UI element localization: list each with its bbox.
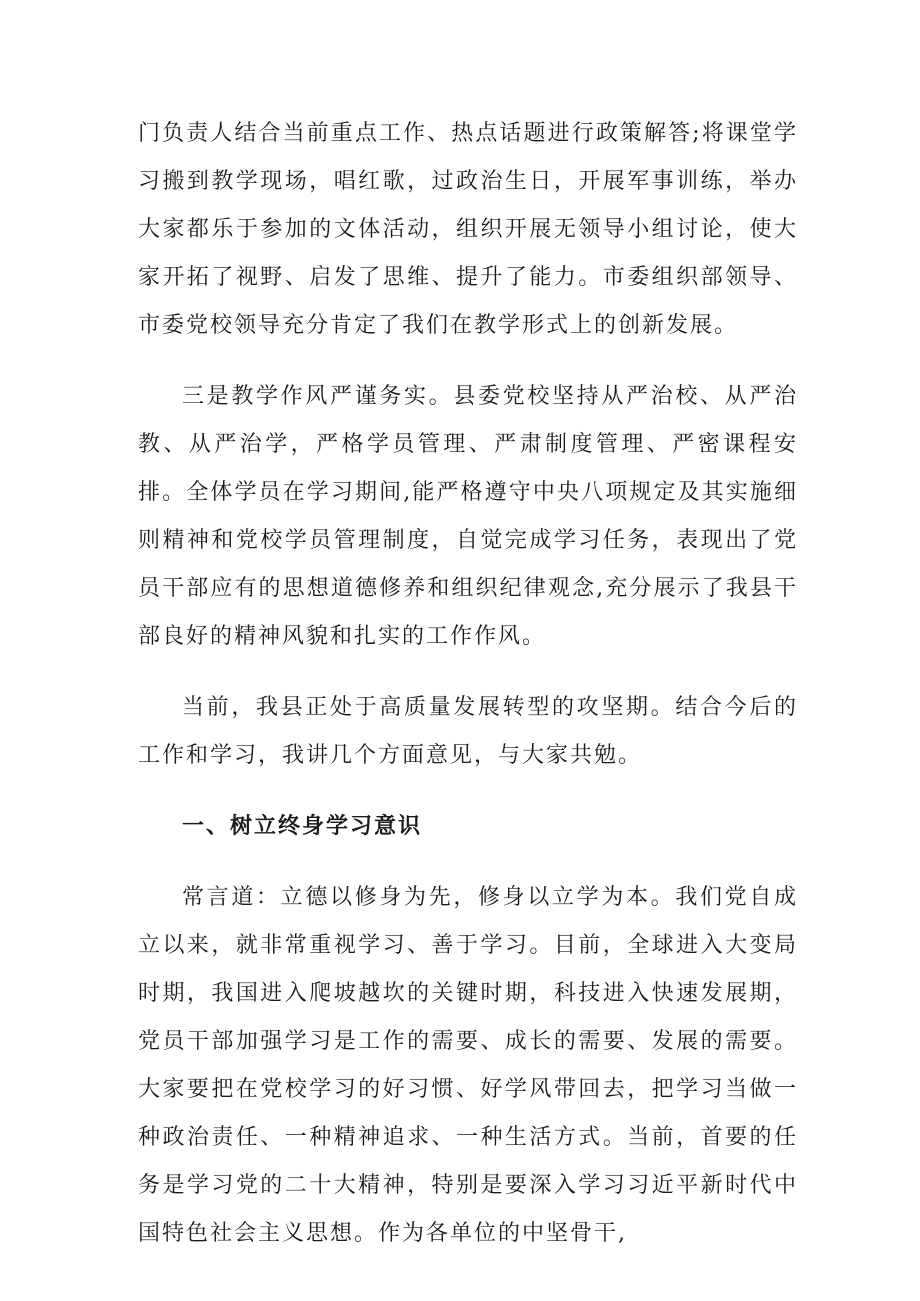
paragraph-continuation: 门负责人结合当前重点工作、热点话题进行政策解答;将课堂学习搬到教学现场，唱红歌，过政治生日，开展军事训练，举办大家都乐于参加的文体活动，组织开展无领导小组讨论，使大家开拓了视野、启发了思维、提升了能力。市委组织部领导、市委党校领导充分肯定了我们在教学形式上的创新发展。 [138,121,798,338]
paragraph-lifelong-learning: 常言道：立德以修身为先，修身以立学为本。我们党自成立以来，就非常重视学习、善于学习。目前，全球进入大变局时期，我国进入爬坡越坎的关键时期，科技进入快速发展期，党员干部加强学习是工作的需要、成长的需要、发展的需要。大家要把在党校学习的好习惯、好学风带回去，把学习当做一种政治责任、一种精神追求、一种生活方式。当前，首要的任务是学习党的二十大精神，特别是要深入学习习近平新时代中国特色社会主义思想。作为各单位的中坚骨干, [138,885,798,1246]
section-heading-lifelong-learning: 一、树立终身学习意识 [182,814,423,839]
paragraph-teaching-style: 三是教学作风严谨务实。县委党校坚持从严治校、从严治教、从严治学，严格学员管理、严肃制度管理、严密课程安排。全体学员在学习期间,能严格遵守中央八项规定及其实施细则精神和党校学员管理制度，自觉完成学习任务，表现出了党员干部应有的思想道德修养和组织纪律观念,充分展示了我县干部良好的精神风貌和扎实的工作作风。 [138,384,798,649]
document-body [138,110,798,1281]
paragraph-current-situation: 当前，我县正处于高质量发展转型的攻坚期。结合今后的工作和学习，我讲几个方面意见，与大家共勉。 [138,695,798,768]
